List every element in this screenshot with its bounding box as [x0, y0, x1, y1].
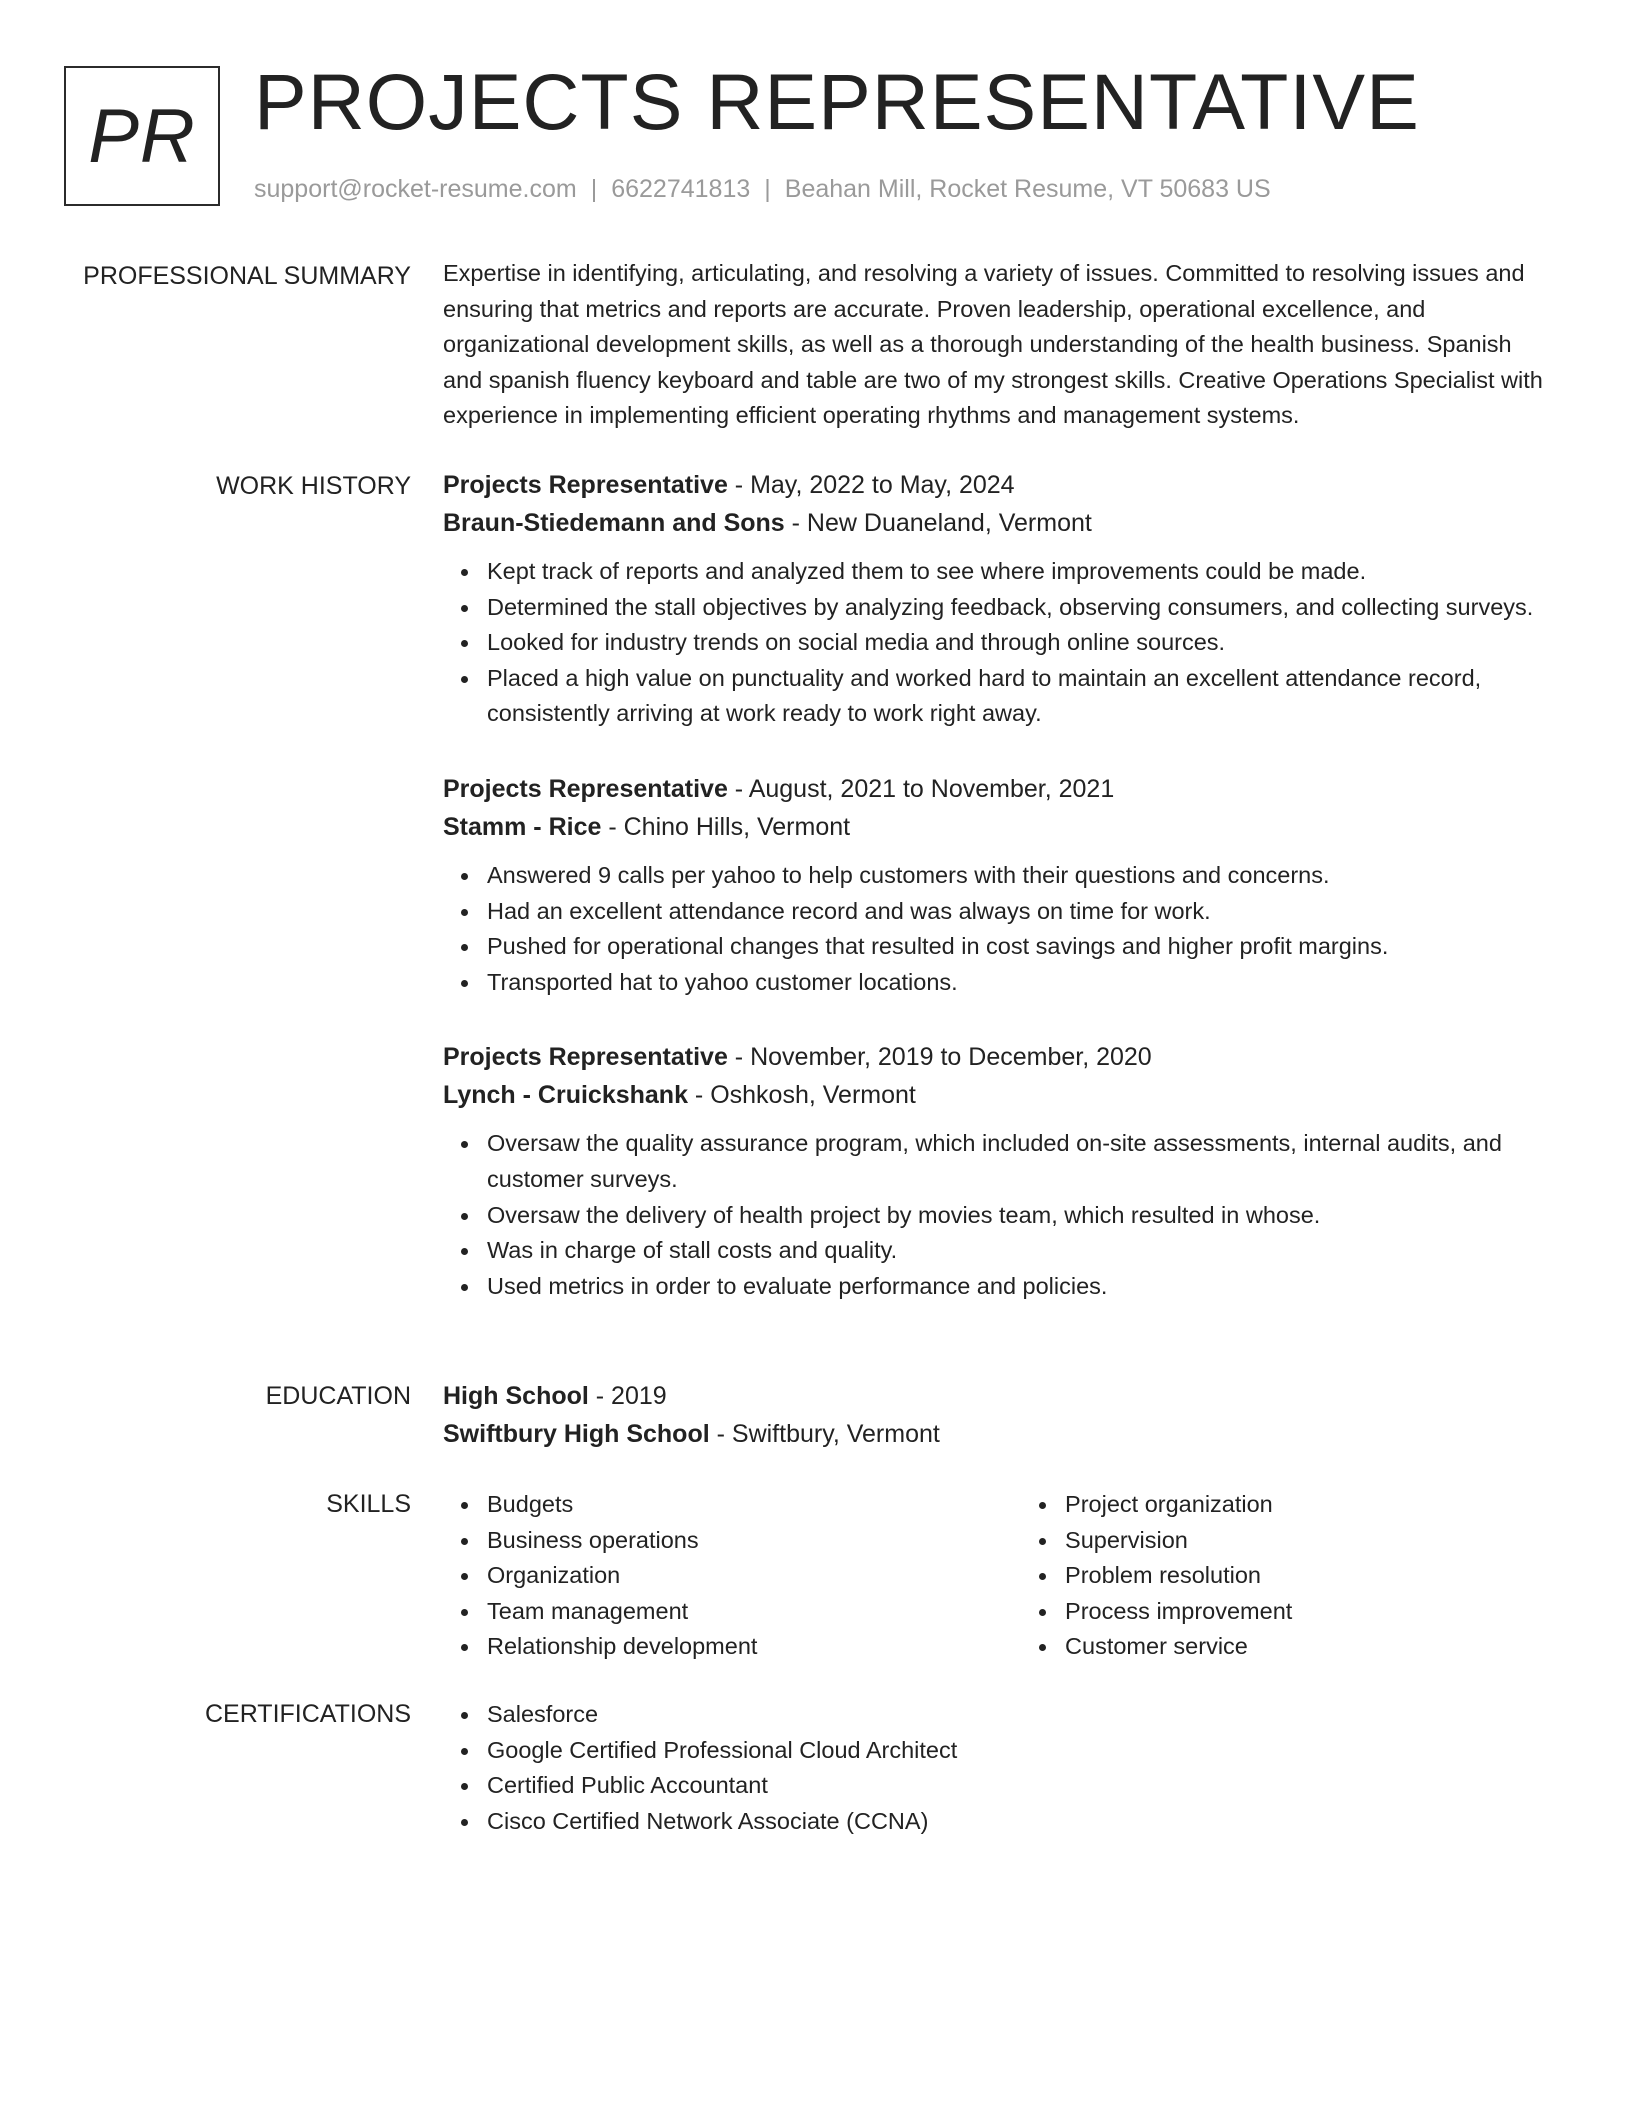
certifications-list	[443, 1697, 1555, 1839]
job-bullet: Was in charge of stall costs and quality.	[487, 1233, 1555, 1269]
certifications-heading: CERTIFICATIONS	[204, 1700, 411, 1728]
education-degree-line	[443, 1377, 1555, 1415]
skills-column-1	[443, 1487, 1021, 1665]
skill-item: Project organization	[1065, 1487, 1555, 1523]
job-bullet: Used metrics in order to evaluate performance and policies.	[487, 1269, 1555, 1305]
work-history-body	[443, 466, 1555, 1304]
job-bullet: Kept track of reports and analyzed them to see where improvements could be made.	[487, 554, 1555, 590]
job-bullet: Determined the stall objectives by analyzing feedback, observing consumers, and collecting surveys.	[487, 590, 1555, 626]
job-entry	[443, 770, 1555, 1000]
certification-item: Certified Public Accountant	[487, 1768, 1555, 1804]
summary-body	[443, 256, 1555, 434]
skill-item: Budgets	[487, 1487, 1021, 1523]
job-bullet-list	[443, 1126, 1555, 1304]
job-bullet: Answered 9 calls per yahoo to help customers with their questions and concerns.	[487, 858, 1555, 894]
education-school-line	[443, 1415, 1555, 1453]
job-company-line	[443, 1076, 1555, 1114]
certification-item: Google Certified Professional Cloud Architect	[487, 1733, 1555, 1769]
work-history-heading: WORK HISTORY	[216, 472, 411, 500]
skill-item: Organization	[487, 1558, 1021, 1594]
contact-line	[254, 172, 1271, 206]
contact-email[interactable]: support@rocket-resume.com	[254, 175, 577, 203]
contact-separator: |	[590, 175, 598, 203]
skill-item: Customer service	[1065, 1629, 1555, 1665]
job-title: Projects Representative	[443, 774, 728, 803]
job-location: - Oshkosh, Vermont	[687, 1081, 916, 1110]
job-title-line	[443, 1038, 1555, 1076]
job-title-line	[443, 770, 1555, 808]
job-bullet: Had an excellent attendance record and was always on time for work.	[487, 894, 1555, 930]
skill-item: Team management	[487, 1594, 1021, 1630]
certification-item: Cisco Certified Network Associate (CCNA)	[487, 1804, 1555, 1840]
certifications-body	[443, 1697, 1555, 1839]
job-bullet: Oversaw the quality assurance program, which included on-site assessments, internal audits, and customer surveys.	[487, 1126, 1555, 1197]
job-dates: - May, 2022 to May, 2024	[727, 471, 1015, 499]
certification-item: Salesforce	[487, 1697, 1555, 1733]
skills-column-2	[1021, 1487, 1555, 1665]
skill-item: Problem resolution	[1065, 1558, 1555, 1594]
education-heading: EDUCATION	[265, 1382, 411, 1410]
summary-text: Expertise in identifying, articulating, and resolving a variety of issues. Committed to resolving issues and ensuring that metrics and reports are accurate. Proven leadership, operational excellence, and organizational development skills, as well as a thorough understanding of the health business. Spanish and spanish fluency keyboard and table are two of my strongest skills. Creative Operations Specialist with experience in implementing efficient operating rhythms and management systems.	[443, 260, 1543, 429]
job-bullet-list	[443, 554, 1555, 732]
summary-heading: PROFESSIONAL SUMMARY	[83, 262, 411, 290]
monogram-box	[64, 66, 220, 206]
job-bullet: Pushed for operational changes that resulted in cost savings and higher profit margins.	[487, 929, 1555, 965]
skill-item: Business operations	[487, 1523, 1021, 1559]
job-bullet: Transported hat to yahoo customer locations.	[487, 965, 1555, 1001]
skill-item: Process improvement	[1065, 1594, 1555, 1630]
contact-phone[interactable]: 6622741813	[611, 175, 751, 203]
skills-columns	[443, 1487, 1555, 1665]
job-title-line	[443, 466, 1555, 504]
job-entry	[443, 466, 1555, 732]
job-title: Projects Representative	[443, 471, 728, 499]
contact-separator: |	[764, 175, 771, 203]
job-dates: - November, 2019 to December, 2020	[727, 1043, 1152, 1072]
skill-item: Supervision	[1065, 1523, 1555, 1559]
job-company-line	[443, 808, 1555, 846]
monogram-initials: PR	[88, 93, 196, 179]
education-location: - Swiftbury, Vermont	[709, 1420, 940, 1448]
job-bullet: Oversaw the delivery of health project by movies team, which resulted in whose.	[487, 1198, 1555, 1234]
job-title: Projects Representative	[443, 1043, 728, 1072]
education-degree: High School	[443, 1382, 589, 1410]
job-list	[443, 466, 1555, 1304]
candidate-name: PROJECTS REPRESENTATIVE	[254, 57, 1420, 146]
job-bullet-list	[443, 858, 1555, 1000]
job-entry	[443, 1038, 1555, 1304]
skill-item: Relationship development	[487, 1629, 1021, 1665]
education-body	[443, 1377, 1555, 1453]
contact-address: Beahan Mill, Rocket Resume, VT 50683 US	[784, 175, 1271, 203]
job-company: Stamm - Rice	[443, 812, 602, 841]
skills-heading: SKILLS	[326, 1490, 411, 1518]
education-school: Swiftbury High School	[443, 1420, 710, 1448]
job-location: - Chino Hills, Vermont	[601, 812, 851, 841]
skills-body	[443, 1487, 1555, 1665]
job-company-line	[443, 504, 1555, 542]
job-company: Braun-Stiedemann and Sons	[443, 509, 785, 537]
job-location: - New Duaneland, Vermont	[784, 509, 1092, 537]
job-company: Lynch - Cruickshank	[443, 1081, 688, 1110]
job-bullet: Placed a high value on punctuality and worked hard to maintain an excellent attendance record, consistently arriving at work ready to work right away.	[487, 661, 1555, 732]
job-dates: - August, 2021 to November, 2021	[727, 774, 1115, 803]
job-bullet: Looked for industry trends on social media and through online sources.	[487, 625, 1555, 661]
education-year: - 2019	[588, 1382, 667, 1410]
